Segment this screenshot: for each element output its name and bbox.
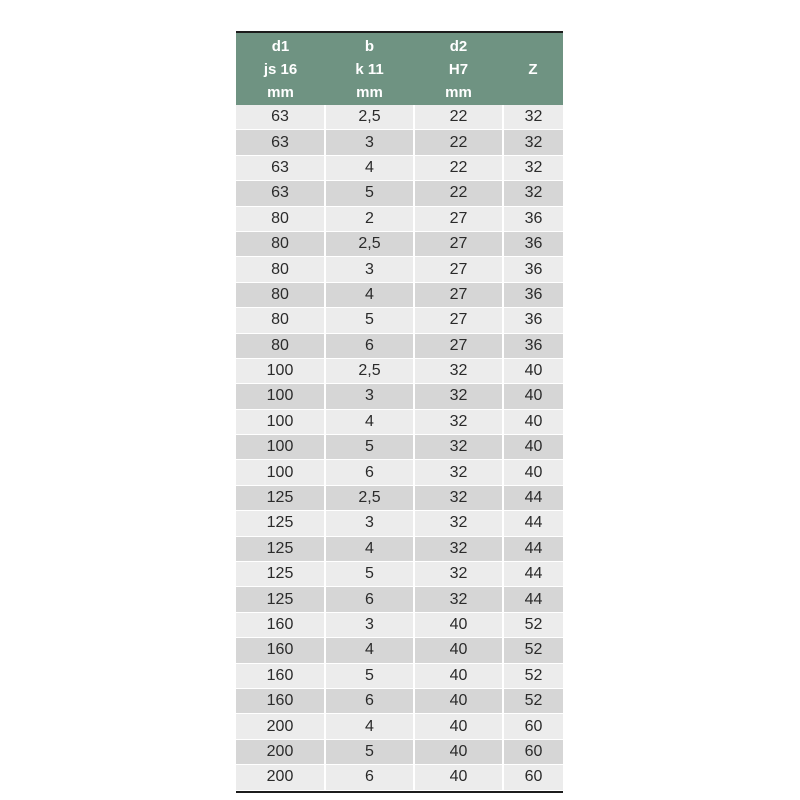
table-cell-b: 2 (325, 206, 414, 231)
table-cell-z: 52 (503, 612, 563, 637)
table-cell-d1: 63 (236, 105, 325, 130)
table-cell-b: 2,5 (325, 485, 414, 510)
table-cell-d2: 27 (414, 231, 503, 256)
table-cell-d2: 27 (414, 333, 503, 358)
table-cell-z: 40 (503, 460, 563, 485)
table-cell-b: 4 (325, 714, 414, 739)
table-cell-b: 2,5 (325, 231, 414, 256)
table-cell-b: 5 (325, 562, 414, 587)
table-cell-d1: 100 (236, 409, 325, 434)
table-row (236, 206, 563, 231)
table-header (236, 33, 563, 105)
table-cell-b: 5 (325, 739, 414, 764)
table-cell-b: 6 (325, 587, 414, 612)
table-cell-d1: 125 (236, 511, 325, 536)
column-header-line: H7 (448, 60, 469, 78)
column-header-b (325, 33, 414, 105)
table-cell-z: 36 (503, 308, 563, 333)
table-row (236, 638, 563, 663)
header-row (236, 33, 563, 105)
table-cell-d1: 80 (236, 333, 325, 358)
dimension-table (236, 31, 563, 793)
table-cell-b: 4 (325, 638, 414, 663)
table-cell-d1: 80 (236, 206, 325, 231)
table-cell-d1: 100 (236, 384, 325, 409)
table-cell-z: 52 (503, 663, 563, 688)
table-cell-z: 36 (503, 206, 563, 231)
table-cell-d2: 22 (414, 130, 503, 155)
table-cell-d1: 80 (236, 231, 325, 256)
table-cell-b: 6 (325, 688, 414, 713)
table-cell-b: 3 (325, 257, 414, 282)
table-cell-z: 32 (503, 130, 563, 155)
table-cell-z: 60 (503, 765, 563, 790)
table-cell-z: 32 (503, 105, 563, 130)
table-row (236, 536, 563, 561)
table-cell-d1: 125 (236, 485, 325, 510)
column-header-line: Z (528, 60, 538, 78)
table-cell-d2: 27 (414, 308, 503, 333)
table-cell-b: 4 (325, 409, 414, 434)
table-cell-b: 6 (325, 333, 414, 358)
table-cell-z: 44 (503, 562, 563, 587)
table-row (236, 155, 563, 180)
table-row (236, 765, 563, 790)
column-header-d1 (236, 33, 325, 105)
table-cell-z: 36 (503, 333, 563, 358)
table-cell-d1: 200 (236, 765, 325, 790)
table-cell-d2: 32 (414, 536, 503, 561)
table-row (236, 130, 563, 155)
table-body (236, 105, 563, 790)
table-cell-d2: 27 (414, 257, 503, 282)
table-cell-b: 4 (325, 536, 414, 561)
table-cell-z: 44 (503, 485, 563, 510)
table-bottom-rule (236, 791, 563, 793)
table-cell-d2: 32 (414, 587, 503, 612)
table-cell-d1: 80 (236, 308, 325, 333)
table-row (236, 105, 563, 130)
table-row (236, 460, 563, 485)
column-header-d2 (414, 33, 503, 105)
table-cell-d2: 40 (414, 638, 503, 663)
table-row (236, 485, 563, 510)
table-cell-b: 3 (325, 612, 414, 637)
table-cell-d2: 40 (414, 714, 503, 739)
column-header-line: mm (445, 83, 472, 101)
table-cell-z: 36 (503, 231, 563, 256)
table-cell-d1: 100 (236, 460, 325, 485)
table-cell-d1: 125 (236, 562, 325, 587)
column-header-z (503, 33, 563, 105)
table-cell-z: 40 (503, 358, 563, 383)
table-row (236, 358, 563, 383)
column-header-line: js 16 (263, 60, 298, 78)
table-cell-d1: 63 (236, 130, 325, 155)
table-cell-b: 3 (325, 384, 414, 409)
table-cell-d1: 160 (236, 688, 325, 713)
table-row (236, 333, 563, 358)
table-row (236, 231, 563, 256)
table-cell-b: 5 (325, 663, 414, 688)
table-cell-z: 40 (503, 435, 563, 460)
table-cell-z: 44 (503, 511, 563, 536)
table-row (236, 308, 563, 333)
table-cell-z: 60 (503, 714, 563, 739)
table-cell-z: 40 (503, 384, 563, 409)
table-cell-z: 36 (503, 257, 563, 282)
table-cell-b: 3 (325, 130, 414, 155)
table-cell-d1: 160 (236, 638, 325, 663)
table-cell-d2: 32 (414, 562, 503, 587)
column-header-line: mm (356, 83, 383, 101)
table-cell-z: 40 (503, 409, 563, 434)
table-cell-d1: 125 (236, 587, 325, 612)
column-header-line: d1 (271, 37, 290, 55)
table-cell-b: 6 (325, 765, 414, 790)
table-cell-d1: 125 (236, 536, 325, 561)
table-cell-d2: 32 (414, 435, 503, 460)
table-row (236, 409, 563, 434)
table-cell-z: 32 (503, 155, 563, 180)
table-cell-d1: 160 (236, 663, 325, 688)
table-row (236, 663, 563, 688)
table-cell-d1: 160 (236, 612, 325, 637)
table-row (236, 511, 563, 536)
table-cell-z: 32 (503, 181, 563, 206)
dimension-table-grid (236, 33, 563, 791)
table-cell-d2: 22 (414, 181, 503, 206)
table-cell-d2: 32 (414, 511, 503, 536)
table-cell-d1: 80 (236, 257, 325, 282)
table-cell-d1: 100 (236, 358, 325, 383)
table-cell-b: 4 (325, 282, 414, 307)
table-cell-d2: 40 (414, 739, 503, 764)
column-header-line: d2 (449, 37, 468, 55)
table-cell-b: 5 (325, 181, 414, 206)
table-row (236, 739, 563, 764)
table-row (236, 282, 563, 307)
table-cell-b: 5 (325, 435, 414, 460)
column-header-line: mm (267, 83, 294, 101)
table-cell-d2: 22 (414, 105, 503, 130)
table-cell-d2: 32 (414, 384, 503, 409)
table-cell-b: 6 (325, 460, 414, 485)
table-cell-d1: 63 (236, 155, 325, 180)
table-row (236, 257, 563, 282)
table-cell-d2: 27 (414, 206, 503, 231)
table-row (236, 714, 563, 739)
table-cell-d2: 32 (414, 409, 503, 434)
table-row (236, 688, 563, 713)
table-cell-d1: 100 (236, 435, 325, 460)
table-row (236, 384, 563, 409)
table-cell-d2: 32 (414, 485, 503, 510)
column-header-line: k 11 (355, 60, 384, 78)
table-cell-d2: 32 (414, 460, 503, 485)
table-cell-z: 44 (503, 536, 563, 561)
table-cell-d2: 40 (414, 688, 503, 713)
table-row (236, 562, 563, 587)
table-cell-z: 36 (503, 282, 563, 307)
table-cell-d2: 32 (414, 358, 503, 383)
table-row (236, 612, 563, 637)
table-cell-b: 5 (325, 308, 414, 333)
table-cell-d1: 200 (236, 739, 325, 764)
table-row (236, 587, 563, 612)
table-cell-d1: 63 (236, 181, 325, 206)
table-cell-d2: 40 (414, 765, 503, 790)
table-cell-d2: 27 (414, 282, 503, 307)
table-cell-b: 3 (325, 511, 414, 536)
table-cell-d2: 40 (414, 612, 503, 637)
table-cell-b: 2,5 (325, 358, 414, 383)
table-cell-b: 4 (325, 155, 414, 180)
table-row (236, 181, 563, 206)
column-header-line: b (364, 37, 375, 55)
table-cell-z: 52 (503, 688, 563, 713)
table-row (236, 435, 563, 460)
table-cell-z: 52 (503, 638, 563, 663)
table-cell-b: 2,5 (325, 105, 414, 130)
table-cell-z: 44 (503, 587, 563, 612)
table-cell-d2: 40 (414, 663, 503, 688)
table-cell-d2: 22 (414, 155, 503, 180)
table-cell-d1: 200 (236, 714, 325, 739)
table-cell-d1: 80 (236, 282, 325, 307)
table-cell-z: 60 (503, 739, 563, 764)
